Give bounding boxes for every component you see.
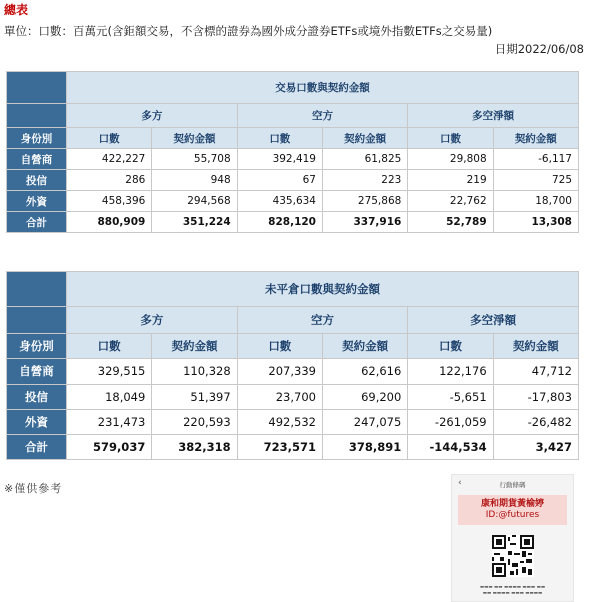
table-row [7, 191, 579, 212]
chevron-left-icon[interactable]: ‹ [458, 478, 462, 488]
table-cell: 286 [67, 170, 152, 191]
table-total-row [7, 435, 579, 460]
table-cell: 55,708 [152, 149, 237, 170]
table-cell: 220,593 [152, 409, 237, 434]
column-header: 契約金額 [322, 128, 407, 149]
table-cell: 18,049 [67, 384, 152, 409]
row-label: 自營商 [7, 359, 67, 384]
short-side-header: 空方 [237, 307, 408, 334]
reference-note: ※僅供參考 [4, 482, 63, 495]
table-cell: 29,808 [408, 149, 493, 170]
table-row [7, 384, 579, 409]
table-cell: 231,473 [67, 409, 152, 434]
open-interest-table [6, 271, 579, 460]
table-cell: 422,227 [67, 149, 152, 170]
table-cell: -261,059 [408, 409, 493, 434]
table-cell: 219 [408, 170, 493, 191]
table-cell: 337,916 [322, 212, 407, 233]
qr-code-icon [492, 535, 534, 577]
column-header: 契約金額 [493, 128, 578, 149]
table-cell: 13,308 [493, 212, 578, 233]
table-cell: 435,634 [237, 191, 322, 212]
table-corner [7, 72, 67, 104]
column-header: 身份別 [7, 128, 67, 149]
table-cell: 52,789 [408, 212, 493, 233]
unit-note: 單位：口數：百萬元(含鉅額交易，不含標的證券為國外成分證券ETFs或境外指數ETFs之交易量) [4, 24, 493, 38]
table-corner [7, 272, 67, 307]
table-row [7, 409, 579, 434]
table-cell: -26,482 [493, 409, 578, 434]
table-group-title: 未平倉口數與契約金額 [67, 272, 579, 307]
table-cell: 329,515 [67, 359, 152, 384]
page-title: 總表 [4, 3, 29, 17]
long-side-header: 多方 [67, 307, 238, 334]
table-cell: -5,651 [408, 384, 493, 409]
table-cell: 723,571 [237, 435, 322, 460]
table-cell: 392,419 [237, 149, 322, 170]
table-row [7, 149, 579, 170]
promo-fine-print: ▬▬▬ ▬▬ ▬▬▬▬ ▬▬▬ ▬▬ ▬▬ ▬▬▬▬ ▬▬▬ ▬▬▬▬ [479, 585, 546, 596]
table-row [7, 170, 579, 191]
table-total-row [7, 212, 579, 233]
column-header: 契約金額 [152, 334, 237, 359]
table-cell: 828,120 [237, 212, 322, 233]
promo-card [451, 474, 574, 602]
table-cell: 382,318 [152, 435, 237, 460]
table-cell: -144,534 [408, 435, 493, 460]
table-cell: 294,568 [152, 191, 237, 212]
table-corner [7, 307, 67, 334]
net-side-header: 多空淨額 [408, 307, 579, 334]
column-header: 口數 [408, 334, 493, 359]
short-side-header: 空方 [237, 104, 408, 128]
table-cell: 23,700 [237, 384, 322, 409]
column-header: 契約金額 [322, 334, 407, 359]
promo-top-label: 行動條碼 [499, 480, 526, 489]
report-date: 日期2022/06/08 [494, 42, 584, 56]
table-cell: 47,712 [493, 359, 578, 384]
row-label: 合計 [7, 435, 67, 460]
promo-line-id: ID:@futures [485, 510, 540, 520]
row-label: 投信 [7, 170, 67, 191]
table-cell: 122,176 [408, 359, 493, 384]
net-side-header: 多空淨額 [408, 104, 579, 128]
column-header: 口數 [67, 128, 152, 149]
table-cell: 61,825 [322, 149, 407, 170]
table-cell: 22,762 [408, 191, 493, 212]
column-header: 身份別 [7, 334, 67, 359]
table-cell: 351,224 [152, 212, 237, 233]
table-cell: 62,616 [322, 359, 407, 384]
table-cell: -6,117 [493, 149, 578, 170]
table-cell: 725 [493, 170, 578, 191]
column-header: 口數 [67, 334, 152, 359]
row-label: 外資 [7, 409, 67, 434]
column-header: 契約金額 [493, 334, 578, 359]
table-cell: 458,396 [67, 191, 152, 212]
table-cell: -17,803 [493, 384, 578, 409]
table-cell: 3,427 [493, 435, 578, 460]
column-header: 口數 [237, 128, 322, 149]
promo-topbar [452, 475, 573, 493]
table-cell: 110,328 [152, 359, 237, 384]
row-label: 外資 [7, 191, 67, 212]
table-cell: 69,200 [322, 384, 407, 409]
table-cell: 579,037 [67, 435, 152, 460]
table-cell: 51,397 [152, 384, 237, 409]
table-row [7, 359, 579, 384]
table-cell: 247,075 [322, 409, 407, 434]
table-cell: 18,700 [493, 191, 578, 212]
trading-volume-table [6, 71, 579, 233]
table-corner [7, 104, 67, 128]
table-group-title: 交易口數與契約金額 [67, 72, 579, 104]
row-label: 合計 [7, 212, 67, 233]
promo-name: 康和期貨黃榆婷 [480, 499, 544, 509]
row-label: 自營商 [7, 149, 67, 170]
table-cell: 880,909 [67, 212, 152, 233]
table-cell: 223 [322, 170, 407, 191]
long-side-header: 多方 [67, 104, 238, 128]
table-cell: 207,339 [237, 359, 322, 384]
column-header: 口數 [408, 128, 493, 149]
table-cell: 67 [237, 170, 322, 191]
column-header: 契約金額 [152, 128, 237, 149]
table-cell: 275,868 [322, 191, 407, 212]
column-header: 口數 [237, 334, 322, 359]
promo-banner [458, 495, 567, 525]
table-cell: 948 [152, 170, 237, 191]
table-cell: 492,532 [237, 409, 322, 434]
table-cell: 378,891 [322, 435, 407, 460]
row-label: 投信 [7, 384, 67, 409]
